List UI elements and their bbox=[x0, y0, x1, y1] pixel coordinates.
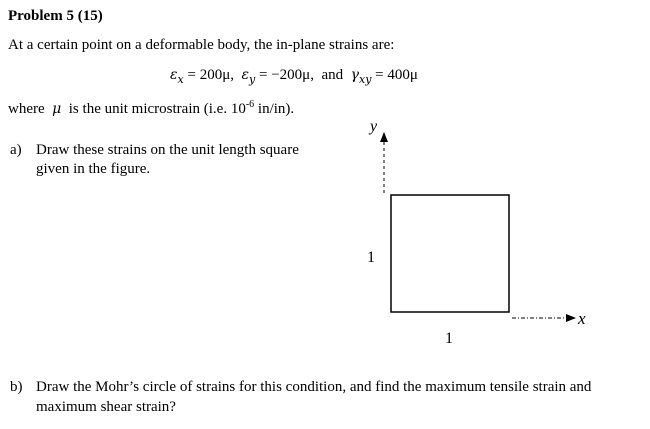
epsilon-x-value: = 200μ, bbox=[187, 67, 234, 83]
epsilon-y-value: = −200μ, bbox=[258, 67, 314, 83]
gamma-xy-symbol: $\gamma_{xy}$ bbox=[350, 67, 372, 86]
mu-symbol: μ bbox=[52, 101, 62, 117]
part-b-question bbox=[10, 377, 646, 417]
problem-intro: At a certain point on a deformable body, the in-plane strains are: bbox=[8, 37, 395, 53]
epsilon-y-symbol: $\varepsilon_y$ bbox=[241, 67, 256, 86]
x-arrow-head bbox=[566, 314, 576, 322]
and-word: and bbox=[321, 67, 344, 83]
where-prefix: where bbox=[8, 101, 45, 117]
unit-text: in/in). bbox=[254, 101, 295, 117]
problem-title: Problem 5 (15) bbox=[8, 8, 103, 24]
y-arrow-head bbox=[380, 132, 388, 142]
part-a-line1: Draw these strains on the unit length square bbox=[36, 142, 299, 158]
part-b-line1: Draw the Mohr’s circle of strains for this condition, and find the maximum tensile strain and bbox=[36, 379, 592, 395]
x-axis-label: x bbox=[578, 309, 586, 328]
gamma-xy-value: = 400μ bbox=[375, 67, 418, 83]
part-a-line2: given in the figure. bbox=[36, 161, 151, 177]
epsilon-x-symbol: $\varepsilon_x$ bbox=[170, 67, 184, 86]
left-side-label: 1 bbox=[367, 249, 375, 266]
part-b-label: b) bbox=[10, 379, 23, 395]
bottom-side-label: 1 bbox=[445, 330, 453, 347]
unit-square bbox=[391, 195, 509, 312]
y-axis-label: y bbox=[370, 118, 378, 135]
exponent: -6 bbox=[245, 99, 255, 110]
where-suffix: is the unit microstrain (i.e. 10 bbox=[68, 101, 246, 117]
part-a-label: a) bbox=[10, 142, 22, 158]
part-b-line2: maximum shear strain? bbox=[36, 399, 176, 415]
